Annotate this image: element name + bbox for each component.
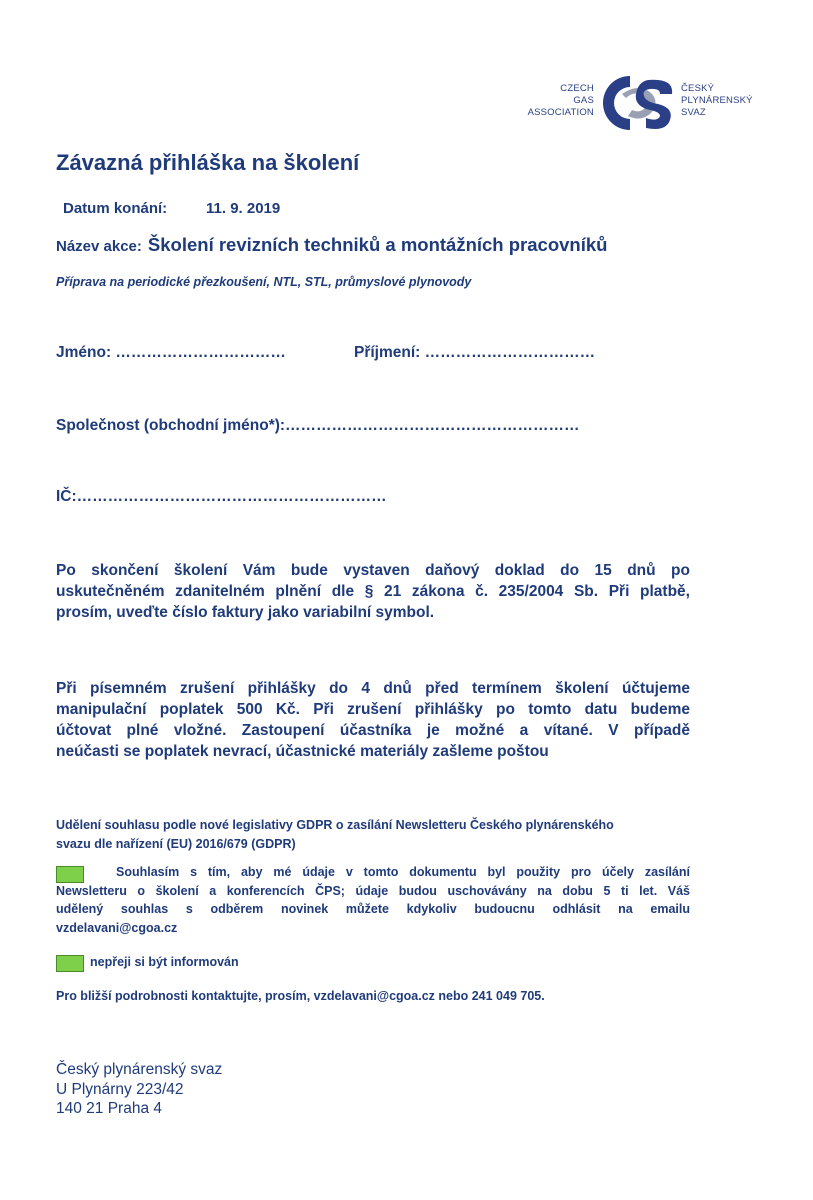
consent-line: udělený souhlas s odběrem novinek můžete kdykoliv budoucnu odhlásit na emailu	[56, 902, 690, 916]
paragraph-line: Po skončení školení Vám bude vystaven daňový doklad do 15 dnů po	[56, 562, 690, 579]
page-title: Závazná přihláška na školení	[56, 150, 360, 175]
paragraph-line: neúčasti se poplatek nevrací, účastnické materiály zašleme poštou	[56, 743, 549, 760]
consent-line: Souhlasím s tím, aby mé údaje v tomto dokumentu byl použity pro účely zasílání	[116, 865, 690, 879]
logo-line: ASSOCIATION	[527, 107, 594, 118]
gdpr-line: Udělení souhlasu podle nové legislativy GDPR o zasílání Newsletteru Českého plynárenského	[56, 818, 614, 832]
opt-out-checkbox[interactable]	[56, 955, 84, 972]
logo-line: CZECH	[560, 83, 594, 94]
address-line: 140 21 Praha 4	[56, 1100, 163, 1117]
cancellation-paragraph	[56, 678, 690, 762]
cps-logo	[520, 72, 760, 134]
consent-text	[56, 863, 690, 937]
company-id-field[interactable]: IČ:……………………………………………………	[56, 488, 387, 505]
first-name-field[interactable]: Jméno: ……………………………	[56, 344, 286, 361]
event-label: Název akce:	[56, 238, 142, 255]
paragraph-line: manipulační poplatek 500 Kč. Při zrušení přihlášky po tomto datu budeme	[56, 701, 690, 718]
last-name-field[interactable]: Příjmení: ……………………………	[354, 344, 596, 361]
paragraph-line: účtovat plné vložné. Zastoupení účastníka je možné a vítané. V případě	[56, 722, 690, 739]
gdpr-heading	[56, 816, 690, 853]
consent-line: Newsletteru o školení a konferencích ČPS; údaje budou uschovávány na dobu 5 ti let. Váš	[56, 883, 690, 898]
date-value: 11. 9. 2019	[206, 200, 281, 217]
paragraph-line: Při písemném zrušení přihlášky do 4 dnů před termínem školení účtujeme	[56, 680, 690, 697]
date-label: Datum konání:	[63, 200, 168, 217]
contact-line: Pro bližší podrobnosti kontaktujte, prosím, vzdelavani@cgoa.cz nebo 241 049 705.	[56, 989, 545, 1003]
date-row	[63, 200, 280, 217]
event-subtitle: Příprava na periodické přezkoušení, NTL, STL, průmyslové plynovody	[56, 275, 472, 289]
paragraph-line: uskutečněném zdanitelném plnění dle § 21 zákona č. 235/2004 Sb. Při platbě,	[56, 583, 690, 600]
company-field[interactable]: Společnost (obchodní jméno*):…………………………………………………	[56, 417, 580, 434]
consent-line: vzdelavani@cgoa.cz	[56, 920, 178, 935]
cps-logo-icon	[600, 72, 676, 134]
gdpr-line: svazu dle nařízení (EU) 2016/679 (GDPR)	[56, 836, 296, 851]
logo-line: PLYNÁRENSKÝ	[681, 95, 753, 106]
logo-line: GAS	[573, 95, 594, 106]
address-block	[56, 1060, 222, 1119]
invoice-paragraph	[56, 560, 690, 623]
address-line: U Plynárny 223/42	[56, 1080, 184, 1098]
logo-line: ČESKÝ	[681, 83, 715, 94]
logo-text-czech	[681, 83, 771, 119]
logo-text-english	[520, 83, 594, 119]
opt-out-label: nepřeji si být informován	[90, 955, 239, 969]
logo-line: SVAZ	[681, 107, 706, 118]
paragraph-line: prosím, uveďte číslo faktury jako variabilní symbol.	[56, 604, 435, 621]
address-line: Český plynárenský svaz	[56, 1061, 223, 1078]
event-value: Školení revizních techniků a montážních pracovníků	[147, 234, 608, 255]
event-row	[56, 234, 607, 256]
